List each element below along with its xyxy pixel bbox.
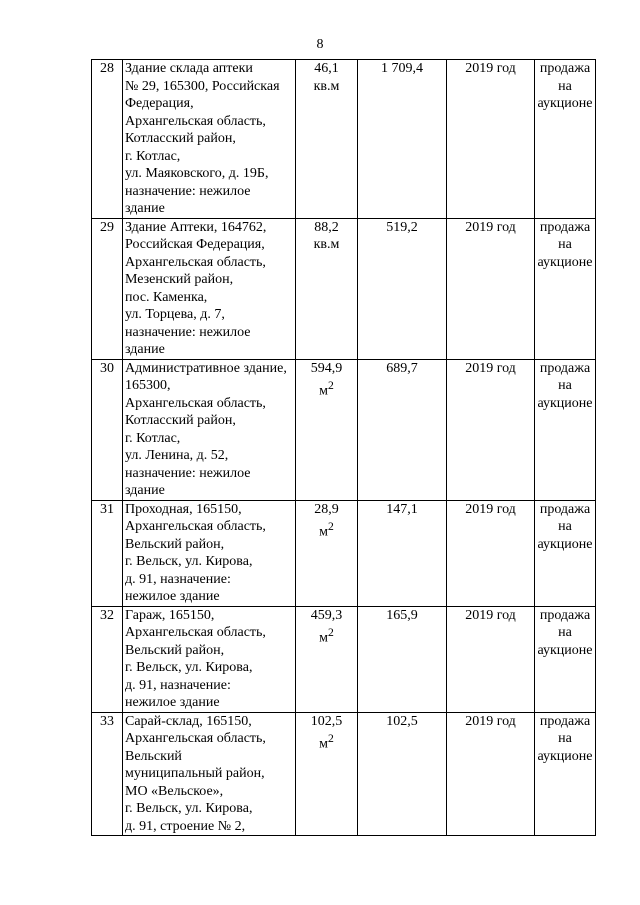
property-area: [296, 712, 358, 836]
property-value: 689,7: [358, 359, 447, 500]
area-value: 102,5: [310, 713, 343, 729]
row-number: 33: [92, 712, 123, 836]
table-row: [92, 712, 596, 836]
row-number: 28: [92, 60, 123, 219]
area-unit-exponent: 2: [328, 379, 334, 392]
property-value: 1 709,4: [358, 60, 447, 219]
privatization-year: 2019 год: [447, 500, 535, 606]
property-description: Здание склада аптеки № 29, 165300, Российская Федерация, Архангельская область, Котласский район, г. Котлас, ул. Маяковского, д. 19Б, назначение: нежилое здание: [123, 60, 296, 219]
property-area: [296, 606, 358, 712]
privatization-method: продажа на аукционе: [535, 359, 596, 500]
area-unit-exponent: 2: [328, 626, 334, 639]
area-value: 459,3: [310, 607, 343, 623]
property-description: Гараж, 165150, Архангельская область, Вельский район, г. Вельск, ул. Кирова, д. 91, назначение: нежилое здание: [123, 606, 296, 712]
property-area: [296, 500, 358, 606]
area-unit: м: [319, 630, 329, 646]
privatization-year: 2019 год: [447, 606, 535, 712]
table-row: [92, 60, 596, 219]
page-number: 8: [316, 37, 324, 52]
property-area: [296, 359, 358, 500]
property-description: Здание Аптеки, 164762, Российская Федерация, Архангельская область, Мезенский район, пос. Каменка, ул. Торцева, д. 7, назначение: нежилое здание: [123, 218, 296, 359]
privatization-method: продажа на аукционе: [535, 60, 596, 219]
property-area: 46,1 кв.м: [296, 60, 358, 219]
property-description: Административное здание, 165300, Архангельская область, Котласский район, г. Котлас, ул. Ленина, д. 52, назначение: нежилое здание: [123, 359, 296, 500]
privatization-year: 2019 год: [447, 359, 535, 500]
property-value: 102,5: [358, 712, 447, 836]
privatization-method: продажа на аукционе: [535, 218, 596, 359]
property-value: 147,1: [358, 500, 447, 606]
area-unit: м: [319, 524, 329, 540]
property-description: Сарай-склад, 165150, Архангельская область, Вельский муниципальный район, МО «Вельское», г. Вельск, ул. Кирова, д. 91, строение № 2,: [123, 712, 296, 836]
property-table: [91, 59, 596, 836]
area-unit-exponent: 2: [328, 732, 334, 745]
privatization-year: 2019 год: [447, 218, 535, 359]
row-number: 30: [92, 359, 123, 500]
table-row: [92, 218, 596, 359]
property-value: 519,2: [358, 218, 447, 359]
privatization-method: продажа на аукционе: [535, 500, 596, 606]
area-value: 594,9: [310, 360, 343, 376]
privatization-method: продажа на аукционе: [535, 606, 596, 712]
property-value: 165,9: [358, 606, 447, 712]
area-unit: м: [319, 736, 329, 752]
area-unit-exponent: 2: [328, 520, 334, 533]
privatization-year: 2019 год: [447, 712, 535, 836]
table-row: [92, 606, 596, 712]
area-unit: м: [319, 383, 329, 399]
property-description: Проходная, 165150, Архангельская область, Вельский район, г. Вельск, ул. Кирова, д. 91, назначение: нежилое здание: [123, 500, 296, 606]
table-row: [92, 500, 596, 606]
row-number: 29: [92, 218, 123, 359]
area-value: 28,9: [314, 501, 339, 517]
privatization-year: 2019 год: [447, 60, 535, 219]
table-row: [92, 359, 596, 500]
property-area: 88,2 кв.м: [296, 218, 358, 359]
privatization-method: продажа на аукционе: [535, 712, 596, 836]
row-number: 31: [92, 500, 123, 606]
row-number: 32: [92, 606, 123, 712]
